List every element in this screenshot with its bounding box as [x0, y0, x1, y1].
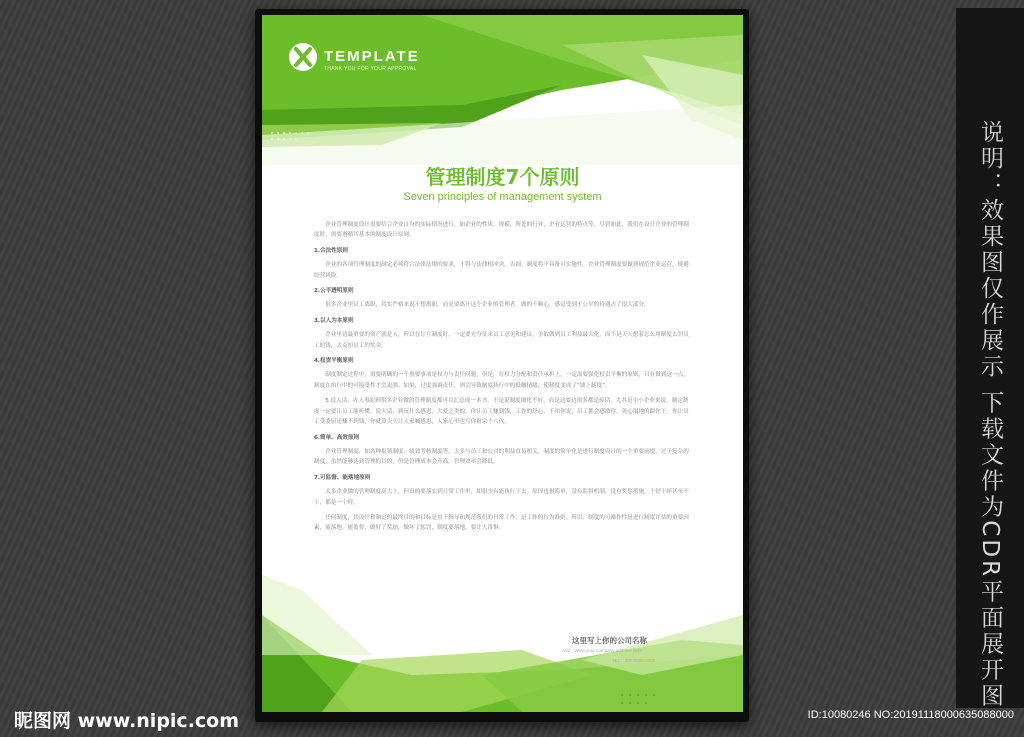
- section-text: 企业里边最重要的资产就是人，所以在订立制度时，一定要充分征求员工意见和建议，争取做到员工利益最大化，而不是天天想着怎么用制度去罚员工的钱，去克扣员工的奖金。: [314, 332, 689, 349]
- side-note: 说明：效果图仅作展示 下载文件为CDR平面展开图: [977, 120, 1003, 710]
- poster-title: 管理制度7个原则: [425, 165, 580, 189]
- image-id: ID:10080246 NO:20191118000635088000: [807, 709, 1014, 721]
- logo-subtext: THANK YOU FOR YOUR APPROVAL: [324, 66, 417, 72]
- poster: [262, 15, 743, 712]
- section-text: 5.说人话、办人事原则很多企业做的管理制度都可以汇总成一本书，不是说制度细化不好，而是这要边很多都是废话。尤其是中小企业来说，制定制度一定要让员工能听懂，说人话，到玩什么感恩、大爱之类的，你让员工赚到钱，工作的舒心，不用你说，员工都会感激你，死心塌地的跟你干。你让员工受委屈还赚不到钱，你就算天天让人家喊感恩，人家心里也写你祖宗十八代。: [314, 398, 689, 426]
- company-tel: TEL：400-0000-0000: [612, 658, 656, 663]
- section-text: 企业管理制度，如各种报销制度、绩效考核制度等，大多与员工和公司的利益直接相关。制度的简单化是进行制度设计的一个重要前提，过于复杂的制度，虽然能够达到管理的目的，但是管理成本会升高，管理效率会降低。: [314, 448, 689, 466]
- section-heading: 6.简单、高效原则: [314, 434, 360, 441]
- company-name: 这里写上你的公司名称: [572, 636, 647, 645]
- intro-paragraph: 企业管理制度设计需要结合企业自身的实际情况进行，如企业的性质、规模、所处的行业，企业运营的特点等，尽管如此，我们在设计企业的管理制度时，需要遵循其基本的制度设计原则。: [314, 222, 689, 239]
- section-heading: 2.公平透明原则: [314, 288, 354, 295]
- logo-text: TEMPLATE: [324, 48, 420, 65]
- watermark-logo: 昵图网 www.nipic.com: [14, 710, 240, 732]
- section-heading: 4.权责平衡原则: [314, 358, 354, 365]
- section-text: 太多企业做的管理制度高大上，但真的要落实到日常工作里，却很少有能执行下去。原因也很简单，没有监督机制，没有奖惩措施，干好干坏甚至不干，都是一个样。: [314, 489, 689, 506]
- section-text: 很多企业里员工离职，其实严格来说不想离职，而是要离开这个企业的管理者。做的不顺心，感觉受到不公平的待遇占了很大部分。: [325, 302, 650, 309]
- section-heading: 3.以人为本原则: [314, 317, 354, 324]
- logo-x-icon: [288, 42, 318, 72]
- section-text: 制度制定过程中，需要明确的一个重要事项是权力与责任问题，但是，在权力分配和责任承担上，一定需要强化权责平衡的原则，只有做到这一点，制度在执行中的可接受性才会更强。如果，过度强调责任，则会导致制度执行中的抵触情绪，使制度变成了“墙上制度”。: [314, 372, 689, 389]
- section-heading: 1.合法性原则: [314, 247, 348, 254]
- company-address: Add：Write your company address here: [562, 648, 642, 653]
- poster-subtitle: Seven principles of management system: [403, 191, 602, 203]
- poster-body: [314, 220, 694, 539]
- section-heading: 7.可监督、能落地原则: [314, 474, 371, 481]
- section-text: 任何制度，其设计和制定的最终目的和目标是用于指导和规范我们的日常工作，是工作的行为准则。所以，制度的可操作性是进行制度评估的重要因素，能落地，能监督，做好了奖励，做坏了惩罚，制度要落地，要让人畏惧。: [314, 514, 689, 532]
- section-text: 企业的各项管理制度的制定必须符合法律法规的要求，不得与法律相冲突，否则，制度将不具备可实施性。企业管理制度要做到规范企业运营，规避经营风险。: [314, 262, 689, 279]
